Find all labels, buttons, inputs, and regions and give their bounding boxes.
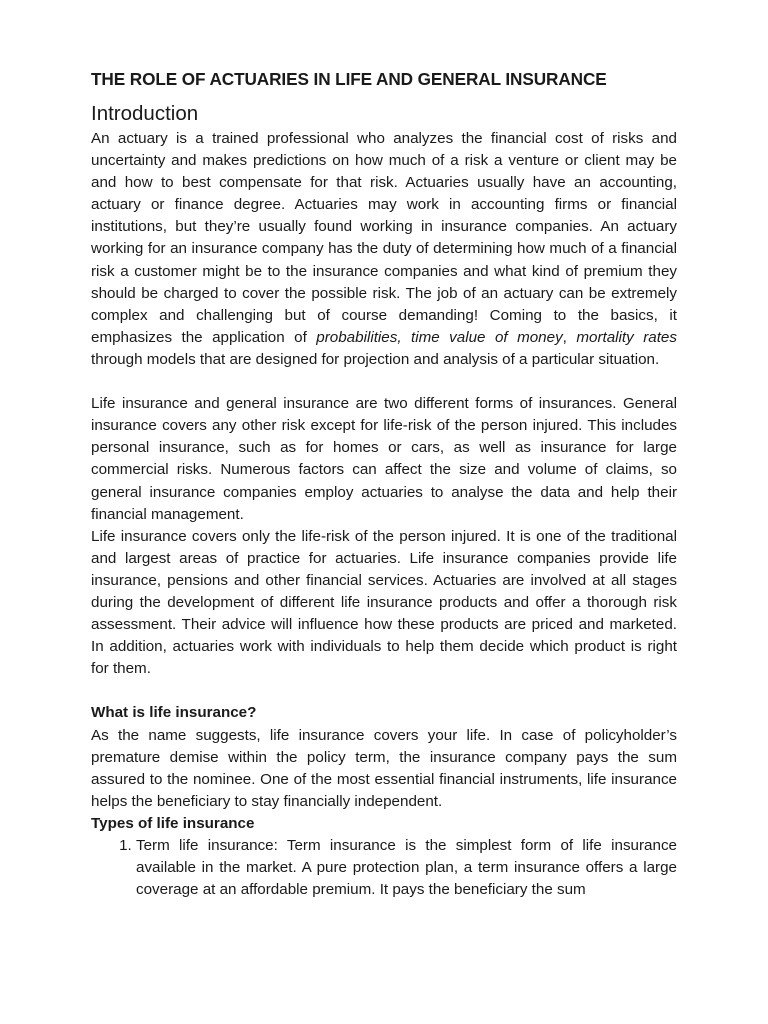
types-of-life-insurance-heading: Types of life insurance	[91, 814, 255, 832]
document-title: THE ROLE OF ACTUARIES IN LIFE AND GENERAL INSURANCE	[91, 69, 607, 89]
intro-text-end: through models that are designed for projection and analysis of a particular situation.	[91, 350, 660, 368]
intro-text: An actuary is a trained professional who analyzes the financial cost of risks and uncertainty and makes predictions on how much of a risk a venture or client may be and how to best compensate for that risk. Actuaries usually have an accounting, actuary or finance degree. Actuaries may work in accounting firms or financial institutions, but they’re usually found working in insurance companies. An actuary working for an insurance company has the duty of determining how much of a financial risk a customer might be to the insurance companies and what kind of premium they should be charged to cover the possible risk. The job of an actuary can be extremely complex and challenging but of course demanding! Coming to the basics, it emphasizes the application of	[91, 130, 677, 346]
emphasis-separator: ,	[562, 328, 577, 346]
general-insurance-paragraph: Life insurance and general insurance are two different forms of insurances. General insurance covers any other risk except for life-risk of the person injured. This includes personal insurance, such as for homes or cars, as well as insurance for large commercial risks. Numerous factors can affect the size and volume of claims, so general insurance companies employ actuaries to analyse the data and help their financial management.	[91, 395, 677, 523]
emphasis-mortality-rates: mortality rates	[576, 328, 677, 346]
introduction-heading: Introduction	[91, 102, 199, 125]
what-is-life-insurance-heading: What is life insurance?	[91, 704, 257, 722]
document-page	[91, 66, 677, 901]
what-is-life-insurance-paragraph: As the name suggests, life insurance covers your life. In case of policyholder’s premature demise within the policy term, the insurance company pays the sum assured to the nominee. One of the most essential financial instruments, life insurance helps the beneficiary to stay financially independent.	[91, 726, 677, 810]
emphasis-probabilities: probabilities	[316, 328, 398, 346]
emphasis-separator: ,	[397, 328, 412, 346]
list-item: 1. Term life insurance: Term insurance is the simplest form of life insurance available in the market. A pure protection plan, a term insurance offers a large coverage at an affordable premium. It pays the beneficiary the sum	[136, 835, 677, 901]
introduction-paragraph	[91, 128, 677, 371]
paragraph-spacer	[91, 680, 677, 702]
paragraph-spacer	[91, 371, 677, 393]
life-insurance-paragraph: Life insurance covers only the life-risk of the person injured. It is one of the traditional and largest areas of practice for actuaries. Life insurance companies provide life insurance, pensions and other financial services. Actuaries are involved at all stages during the development of different life insurance products and offer a thorough risk assessment. Their advice will influence how these products are priced and marketed. In addition, actuaries work with individuals to help them decide which product is right for them.	[91, 527, 677, 678]
types-list	[91, 835, 677, 901]
emphasis-time-value-of-money: time value of money	[411, 328, 563, 346]
